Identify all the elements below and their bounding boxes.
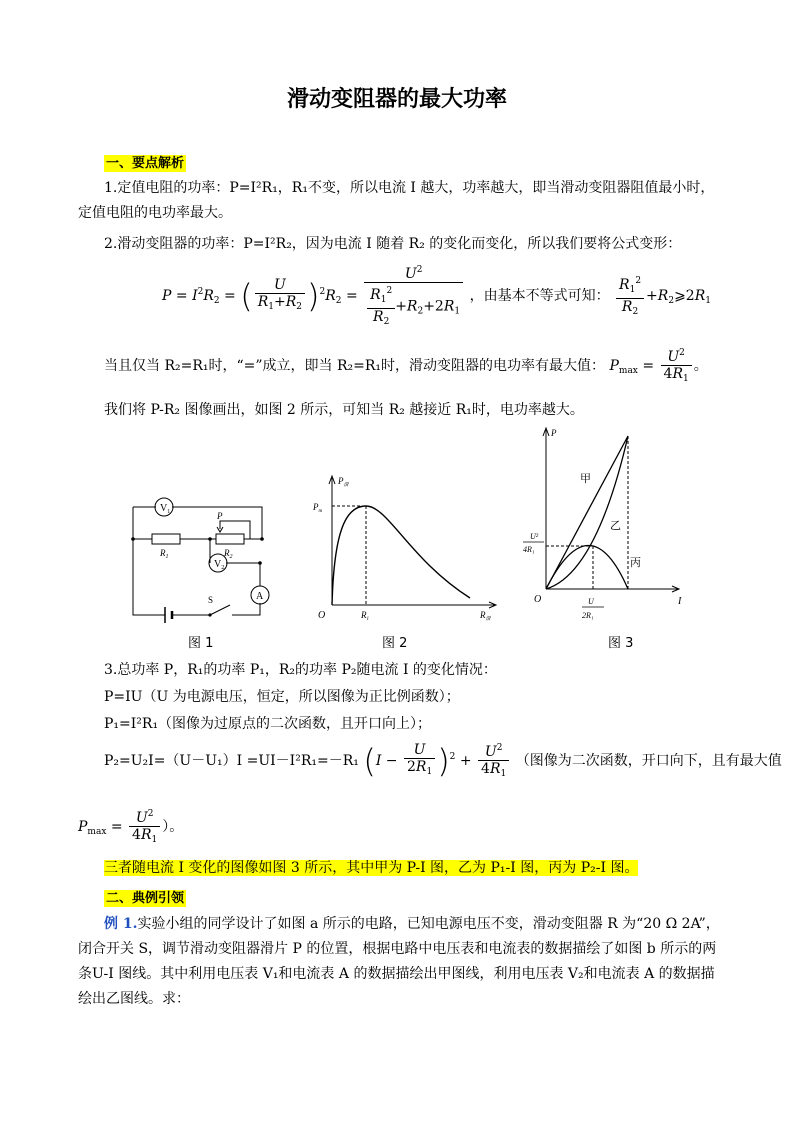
u2-4r1-numerator: U²: [530, 532, 539, 541]
pm-label: $P_m$: [313, 502, 323, 514]
u-2r1-numerator: U: [588, 597, 594, 606]
paragraph-1: 1.定值电阻的功率：P=I²R₁，R₁不变，所以电流 I 越大，功率越大，即当滑动变阻器阻值最小时，定值电阻的电功率最大。: [78, 180, 715, 221]
formula-p2: P₂=U₂I=（U－U₁）I =UI－I²R₁=－R₁ (I − $\frac{U}{2R_1}$ )$^2$ + $\frac{U^2}{4R_1}$ （图像为二次函数，开口向下，且有最大值: [104, 742, 782, 780]
axis-r-label: $R_滑$: [480, 610, 491, 622]
r1-tick-label: $R_1$: [361, 610, 369, 622]
origin-label: O: [534, 594, 542, 605]
paragraph-6: P=IU（U 为电源电压，恒定，所以图像为正比例函数）；: [104, 689, 460, 705]
paragraph-3: 当且仅当 R₂=R₁时，“=”成立，即当 R₂=R₁时，滑动变阻器的电功率有最大值： $P_{max}$ = $\frac{U^2}{4R_1}$ 。: [104, 345, 708, 387]
axis-p-label: P: [551, 428, 557, 438]
figure-3-graph: [518, 424, 698, 634]
paragraph-2: 2.滑动变阻器的功率：P=I²R₂，因为电流 I 随着 R₂ 的变化而变化，所以我们要将公式变形：: [104, 236, 682, 252]
r2-label: $R_2$: [224, 548, 233, 560]
paragraph-5: 3.总功率 P，R₁的功率 P₁，R₂的功率 P₂随电流 I 的变化情况：: [104, 662, 497, 678]
highlight-summary: 三者随电流 I 变化的图像如图 3 所示，其中甲为 P-I 图，乙为 P₁-I 图，丙为 P₂-I 图。: [104, 860, 639, 876]
ammeter-label: A: [256, 591, 264, 602]
u2-4r1-denominator: 4R₁: [523, 545, 535, 554]
switch-s-label: S: [208, 595, 214, 605]
curve-jia-label: 甲: [580, 473, 591, 485]
formula-power-r2: $P = I^2R_2$ = ( $\frac{U}{R_1+R_2}$ )$^2R_2$ = $U^2$ $\frac{R_1^2}{R_2}$ $+R_2+2R_1$ ，由基本不等式可知： $\frac{R_1^2}{R_2}$ $+R_2⩾2R_1$: [162, 262, 711, 330]
curve-yi-label: 乙: [610, 520, 621, 532]
axis-p-label: $P_滑$: [338, 476, 349, 488]
figure-2-caption: 图 2: [382, 636, 408, 651]
axis-i-label: I: [678, 596, 682, 607]
voltmeter-v1-label: $V_1$: [160, 503, 171, 515]
u-2r1-denominator: 2R₁: [582, 611, 594, 620]
page-title: 滑动变阻器的最大功率: [286, 87, 507, 112]
paragraph-4: 我们将 P-R₂ 图像画出，如图 2 所示，可知当 R₂ 越接近 R₁时，电功率越大。: [104, 402, 584, 418]
figure-1-circuit: [120, 485, 280, 625]
figure-1-caption: 图 1: [188, 636, 214, 651]
origin-label: O: [318, 610, 326, 621]
formula-pmax: $P_{max}$ = $\frac{U^2}{4R_1}$ ）。: [78, 806, 183, 848]
figure-3-caption: 图 3: [608, 636, 634, 651]
section-heading-2: 二、典例引领: [106, 891, 185, 906]
paragraph-7: P₁=I²R₁（图像为过原点的二次函数，且开口向上）；: [104, 716, 432, 732]
voltmeter-v2-label: $V_2$: [214, 559, 225, 571]
slider-p-label: P: [217, 511, 223, 521]
section-heading-1: 一、要点解析: [106, 156, 185, 171]
curve-bing-label: 丙: [630, 557, 641, 569]
example-1: 例 1.实验小组的同学设计了如图 a 所示的电路，已知电源电压不变，滑动变阻器 R 为“20 Ω 2A”，闭合开关 S，调节滑动变阻器滑片 P 的位置，根据电路中电压表和电流表的数据描绘了如图 b 所示的两条U-I 图线。其中利用电压表 V₁和电流表 A 的数据描绘出甲图线，利用电压表 V₂和电流表 A 的数据描绘出乙图线。求：: [78, 916, 720, 1007]
r1-label: $R_1$: [160, 548, 169, 560]
figure-2-graph: [310, 470, 500, 630]
